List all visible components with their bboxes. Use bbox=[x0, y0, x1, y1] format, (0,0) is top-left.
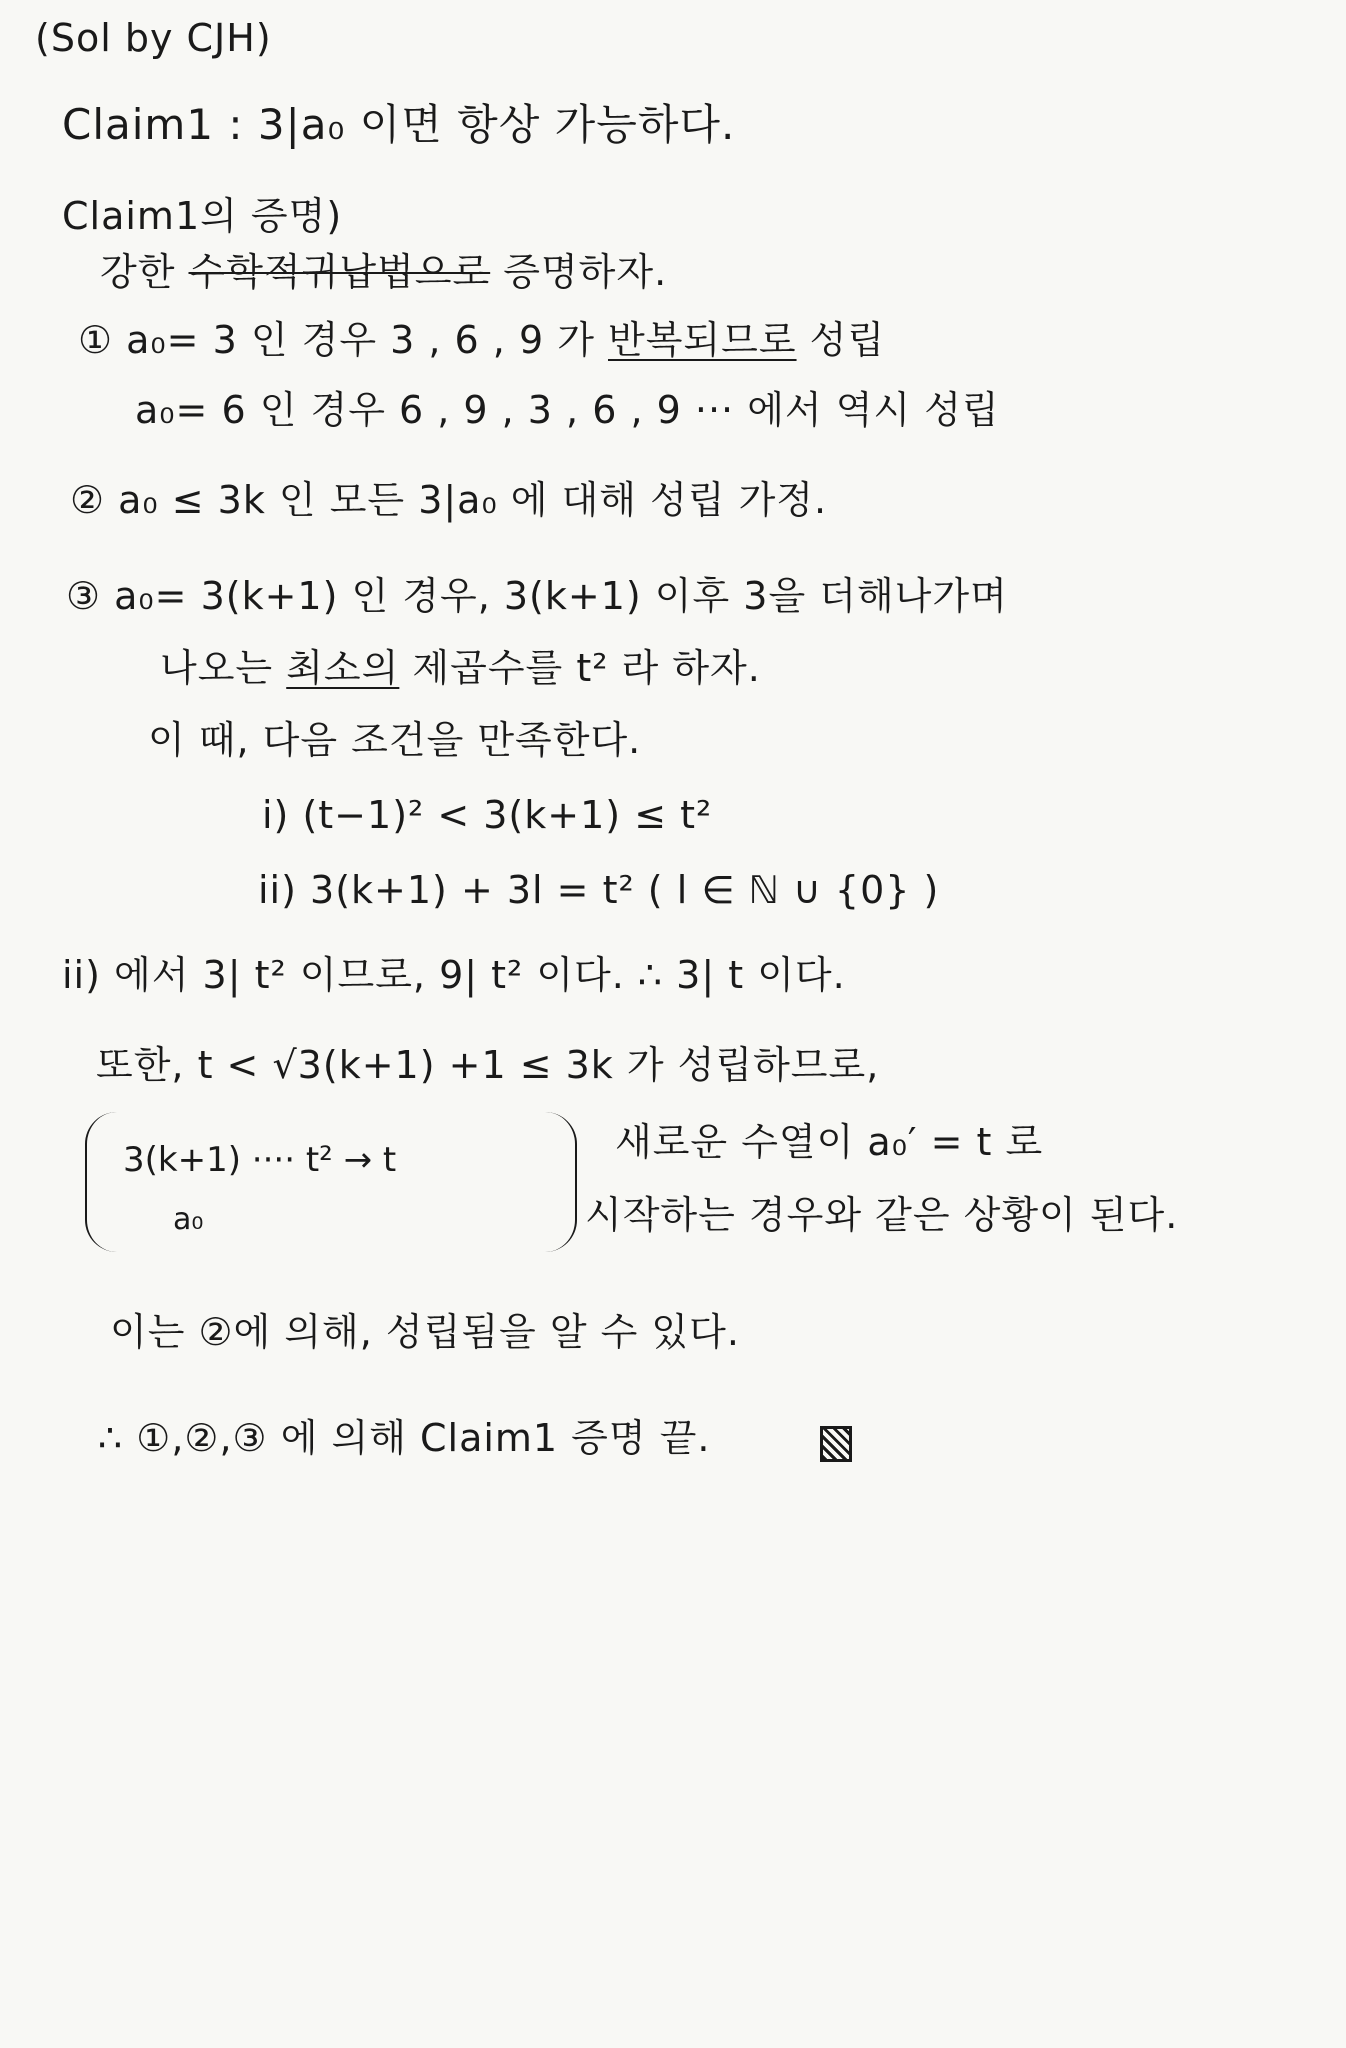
condition-intro: 이 때, 다음 조건을 만족한다. bbox=[148, 718, 642, 762]
proof-method-line bbox=[100, 252, 667, 294]
proof-method-suffix: 증명하자. bbox=[490, 250, 668, 294]
conclusion-by-2: 이는 ②에 의해, 성립됨을 알 수 있다. bbox=[110, 1310, 740, 1354]
sequence-bracket bbox=[85, 1112, 585, 1252]
final-conclusion: ∴ ①,②,③ 에 의해 Claim1 증명 끝. bbox=[98, 1416, 711, 1460]
case-1-underlined: 반복되므로 bbox=[608, 318, 797, 362]
proof-heading: Claim1의 증명) bbox=[62, 194, 343, 238]
qed-box-icon bbox=[820, 1426, 852, 1462]
author-note: (Sol by CJH) bbox=[35, 16, 272, 60]
proof-method-prefix: 강한 bbox=[100, 250, 189, 294]
case-3-suffix: 제곱수를 t² 라 하자. bbox=[399, 646, 761, 690]
divisibility-line: ii) 에서 3| t² 이므로, 9| t² 이다. ∴ 3| t 이다. bbox=[62, 953, 846, 997]
case-1-prefix: ① a₀= 3 인 경우 3 , 6 , 9 가 bbox=[78, 318, 608, 362]
condition-ii: ii) 3(k+1) + 3l = t² ( l ∈ ℕ ∪ {0} ) bbox=[258, 868, 940, 912]
case-3-prefix: 나오는 bbox=[160, 646, 287, 690]
case-3-underlined: 최소의 bbox=[286, 646, 400, 690]
condition-i: i) (t−1)² < 3(k+1) ≤ t² bbox=[262, 793, 713, 837]
claim-statement: Claim1 : 3|a₀ 이면 항상 가능하다. bbox=[62, 100, 736, 149]
case-3-second-line bbox=[160, 648, 761, 690]
left-parenthesis bbox=[85, 1112, 117, 1252]
proof-method-struck: 수학적귀납법으로 bbox=[188, 250, 491, 294]
bracket-bottom-row: a₀ bbox=[173, 1202, 204, 1237]
case-3-line: ③ a₀= 3(k+1) 인 경우, 3(k+1) 이후 3을 더해나가며 bbox=[66, 574, 1008, 618]
case-1-line bbox=[78, 320, 885, 362]
right-parenthesis bbox=[545, 1112, 577, 1252]
case-2-line: ② a₀ ≤ 3k 인 모든 3|a₀ 에 대해 성립 가정. bbox=[70, 478, 828, 522]
case-1-second-line: a₀= 6 인 경우 6 , 9 , 3 , 6 , 9 ··· 에서 역시 성립 bbox=[135, 388, 1000, 432]
new-sequence-line: 새로운 수열이 a₀′ = t 로 bbox=[615, 1120, 1044, 1164]
bracket-top-row: 3(k+1) ···· t² → t bbox=[123, 1140, 397, 1180]
same-situation-line: 시작하는 경우와 같은 상황이 된다. bbox=[585, 1193, 1179, 1237]
case-1-suffix: 성립 bbox=[796, 318, 886, 362]
inequality-line: 또한, t < √3(k+1) +1 ≤ 3k 가 성립하므로, bbox=[96, 1043, 880, 1087]
